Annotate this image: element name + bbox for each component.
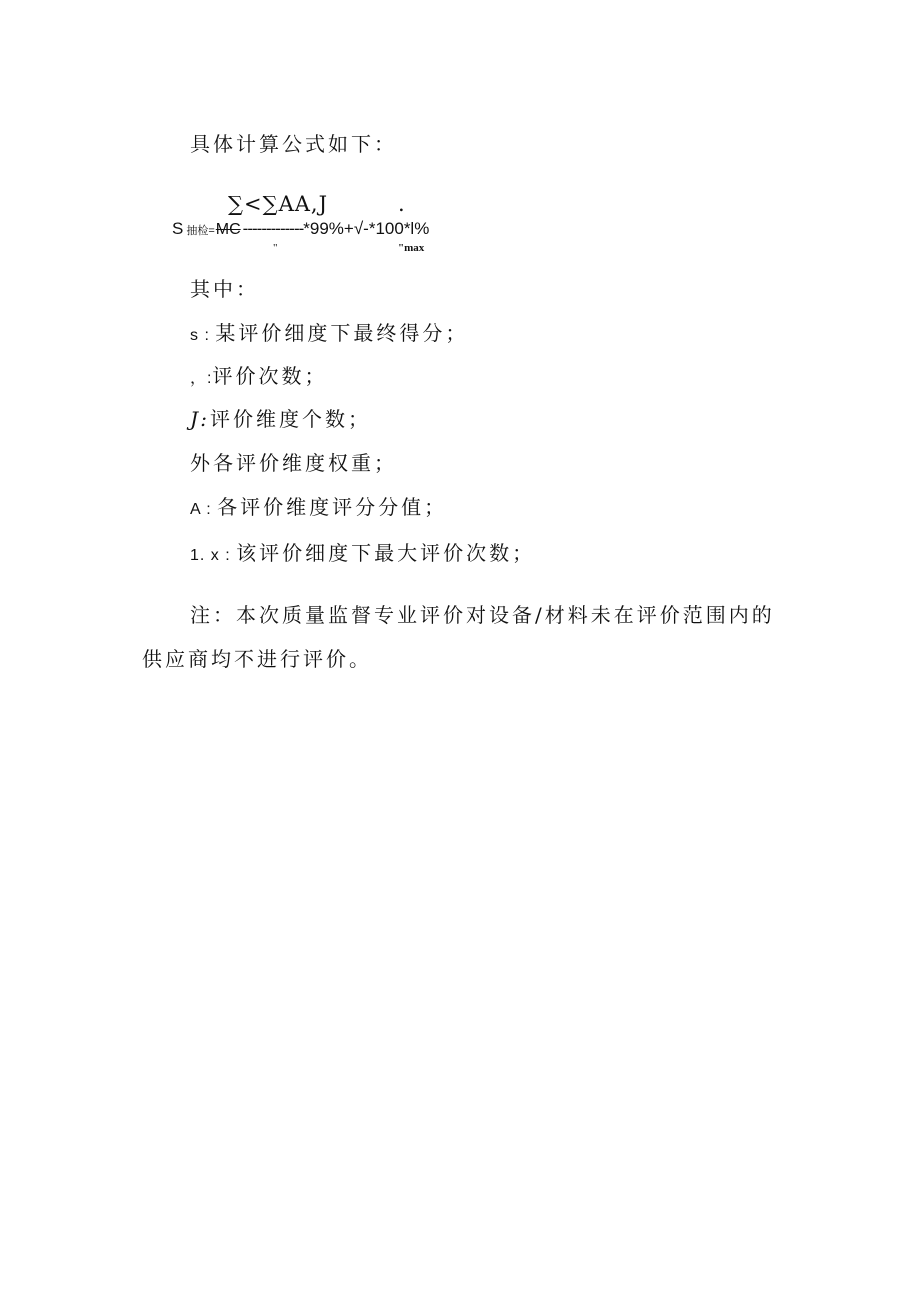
formula-mc: MC bbox=[215, 221, 241, 238]
formula-subscript: 抽检= bbox=[186, 225, 215, 237]
definition-text: 各评价维度评分分值； bbox=[217, 495, 448, 519]
definition-text: 评价维度个数； bbox=[209, 407, 371, 431]
formula-tail: *99%+√-*100*l% bbox=[303, 219, 430, 238]
note-paragraph: 注：本次质量监督专业评价对设备/材料未在评价范围内的供应商均不进行评价。 bbox=[142, 603, 775, 671]
definition-symbol: 1. x bbox=[190, 547, 220, 564]
formula-dot: . bbox=[398, 192, 405, 216]
intro-text: 具体计算公式如下： bbox=[190, 132, 397, 156]
definition-a: A : 各评价维度评分分值； bbox=[190, 495, 448, 519]
definition-text: 该评价细度下最大评价次数； bbox=[236, 541, 536, 565]
formula-s: S bbox=[172, 219, 184, 238]
definition-symbol: J: bbox=[190, 407, 210, 431]
formula-fraction-bar: ------------- bbox=[242, 219, 304, 238]
label-qizhong: 其中： bbox=[190, 277, 259, 301]
definition-s: s : 某评价细度下最终得分； bbox=[190, 321, 469, 345]
formula-denominator-right: "max bbox=[398, 242, 425, 254]
definition-count bbox=[190, 364, 327, 391]
definition-text: 某评价细度下最终得分； bbox=[215, 321, 469, 345]
definition-text: 外各评价维度权重； bbox=[190, 451, 397, 475]
formula-main-line bbox=[172, 219, 429, 239]
formula-numerator: ∑<∑AA,J bbox=[228, 192, 329, 216]
formula-block bbox=[0, 186, 920, 266]
definition-text: 评价次数； bbox=[212, 364, 328, 388]
definition-weight bbox=[190, 451, 397, 475]
definition-symbol: ，: bbox=[190, 370, 213, 387]
definition-max: 1. x : 该评价细度下最大评价次数； bbox=[190, 541, 536, 565]
formula-denominator-left: " bbox=[273, 242, 278, 254]
definition-symbol: s bbox=[190, 327, 199, 344]
definition-j bbox=[190, 407, 371, 431]
definition-symbol: A bbox=[190, 501, 201, 518]
